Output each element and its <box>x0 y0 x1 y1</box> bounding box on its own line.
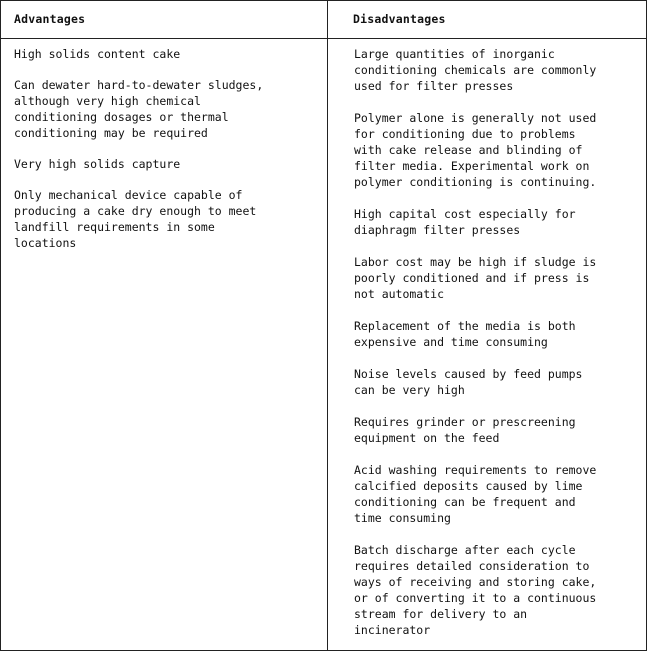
disadvantage-item: High capital cost especially for diaphragm filter presses <box>354 207 576 237</box>
advantages-header: Advantages <box>14 12 86 26</box>
disadvantages-column <box>354 46 639 654</box>
disadvantage-item: Requires grinder or prescreening equipment on the feed <box>354 415 576 445</box>
advantage-item: Very high solids capture <box>14 157 181 171</box>
advantage-item: Can dewater hard-to-dewater sludges, although very high chemical conditioning dosages or thermal conditioning may be required <box>14 78 264 140</box>
disadvantage-item: Polymer alone is generally not used for conditioning due to problems with cake release and blinding of filter media. Experimental work on polymer conditioning is continuing. <box>354 111 597 189</box>
disadvantage-item: Noise levels caused by feed pumps can be very high <box>354 367 583 397</box>
advantages-column <box>14 46 314 266</box>
disadvantage-item: Labor cost may be high if sludge is poorly conditioned and if press is not automatic <box>354 255 597 301</box>
disadvantage-item: Large quantities of inorganic conditioning chemicals are commonly used for filter presses <box>354 47 597 93</box>
column-divider <box>327 1 328 650</box>
header-divider <box>1 38 646 39</box>
advantage-item: Only mechanical device capable of producing a cake dry enough to meet landfill requirements in some locations <box>14 188 257 250</box>
advantage-item: High solids content cake <box>14 47 181 61</box>
disadvantage-item: Replacement of the media is both expensive and time consuming <box>354 319 576 349</box>
disadvantages-header: Disadvantages <box>353 12 446 26</box>
disadvantage-item: Acid washing requirements to remove calcified deposits caused by lime conditioning can be frequent and time consuming <box>354 463 597 525</box>
disadvantage-item: Batch discharge after each cycle requires detailed consideration to ways of receiving and storing cake, or of converting it to a continuous stream for delivery to an incinerator <box>354 543 597 637</box>
